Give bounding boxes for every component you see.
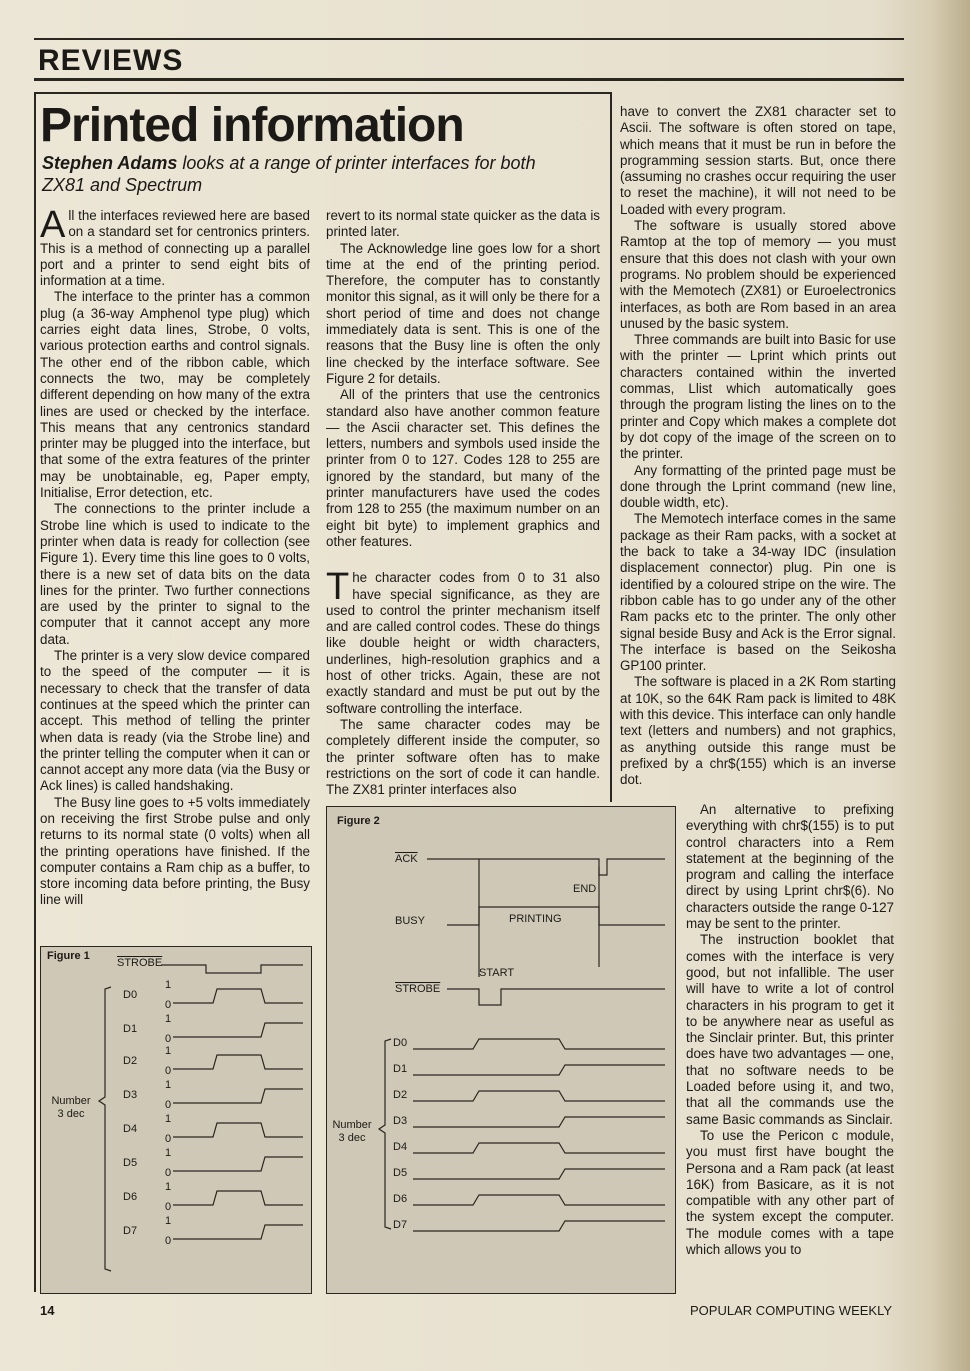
- figure-2-title: Figure 2: [337, 815, 380, 827]
- strobe-waveform: [161, 965, 303, 973]
- standfirst: [42, 152, 562, 196]
- data-waveform-d3: [173, 1089, 303, 1103]
- start-label: START: [479, 967, 515, 979]
- paragraph: revert to its normal state quicker as the data is printed later.: [326, 208, 600, 240]
- data-waveform-d7: [173, 1225, 303, 1239]
- section-heading: REVIEWS: [38, 44, 184, 77]
- busy-label: BUSY: [395, 915, 425, 927]
- logic-zero-marker: 0: [165, 1033, 172, 1045]
- data-waveform-d6: [413, 1195, 665, 1205]
- logic-one-marker: 1: [165, 1147, 172, 1159]
- busy-waveform: [447, 907, 665, 925]
- paragraph: The software is usually stored above Ramtop at the top of memory — you must ensure that this does not clash with your own programs. No problem should be experienced with the Memotech (ZX81) or Euroelectronics interfaces, as both are Rom based in an area unused by the basic system.: [620, 218, 896, 331]
- logic-one-marker: 1: [165, 979, 172, 991]
- article-frame-left: [34, 92, 36, 1292]
- data-waveform-d5: [413, 1169, 665, 1179]
- logic-one-marker: 1: [165, 1013, 172, 1025]
- logic-zero-marker: 0: [165, 1099, 172, 1111]
- paragraph: The software is placed in a 2K Rom starting at 10K, so the 64K Ram pack is limited to 48K with this device. This interface can only handle text (letters and numbers) and not graphics, as anything outside this range must be prefixed by a chr$(155) which is an inverse dot.: [620, 674, 896, 788]
- strobe-waveform: [447, 989, 665, 1005]
- column-1: [40, 204, 310, 909]
- column-2: [326, 208, 600, 798]
- section-rule: [34, 78, 904, 81]
- paragraph: have to convert the ZX81 character set to Ascii. The software is often stored on tape, which means that it must be run in before the programming session starts. But, once there (assuming no crashes occur requiring the user to reset the machine), it will not need to be Loaded with every program.: [620, 104, 896, 217]
- drop-cap: A: [40, 204, 66, 246]
- end-label: END: [573, 883, 597, 895]
- printing-label: PRINTING: [509, 913, 562, 925]
- logic-one-marker: 1: [165, 1113, 172, 1125]
- ack-waveform: [427, 859, 665, 875]
- number-group-label: Number 3 dec: [51, 1095, 91, 1120]
- logic-zero-marker: 0: [165, 1065, 172, 1077]
- paragraph: The printer is a very slow device compared to the speed of the computer — it is necessary to check that the transfer of data continues at the speed which the printer can accept. This method of telling the printer when data is ready (via the Strobe line) and the printer telling the computer when it can or cannot accept any more data (via the Busy or Ack lines) is called handshaking.: [40, 648, 310, 794]
- data-waveform-d3: [413, 1117, 665, 1127]
- column-3-narrow: [686, 802, 894, 1258]
- paragraph: To use the Pericon c module, you must first have bought the Persona and a Ram pack (at least 16K) from Basicare, as it is not compatible with any other part of the system except the computer. The module comes with a tape which allows you to: [686, 1127, 894, 1258]
- author: Stephen Adams: [42, 153, 178, 173]
- top-rule: [34, 38, 904, 40]
- logic-zero-marker: 0: [165, 999, 172, 1011]
- headline: Printed information: [40, 99, 464, 152]
- data-waveform-d4: [413, 1143, 665, 1153]
- data-line-label-d2: D2: [393, 1089, 408, 1101]
- data-line-label-d3: D3: [123, 1089, 138, 1101]
- standfirst-text: looks at a range of printer interfaces for both ZX81 and Spectrum: [42, 153, 536, 195]
- logic-zero-marker: 0: [165, 1133, 172, 1145]
- number-group-brace: [99, 987, 111, 1271]
- data-line-label-d0: D0: [393, 1037, 408, 1049]
- data-line-label-d6: D6: [393, 1193, 408, 1205]
- number-group-brace: [379, 1039, 391, 1229]
- logic-one-marker: 1: [165, 1045, 172, 1057]
- paragraph: Any formatting of the printed page must be done through the Lprint command (new line, double width, etc).: [620, 462, 896, 511]
- data-waveform-d1: [173, 1023, 303, 1037]
- ack-label: $\overline{ACK}$: [395, 853, 418, 865]
- data-waveform-d2: [173, 1055, 303, 1069]
- figure-1-title: Figure 1: [47, 950, 90, 962]
- data-waveform-d6: [173, 1191, 303, 1205]
- data-waveform-d1: [413, 1065, 665, 1075]
- data-line-label-d1: D1: [123, 1023, 138, 1035]
- data-waveform-d2: [413, 1091, 665, 1101]
- drop-cap: T: [326, 566, 350, 609]
- data-waveform-d4: [173, 1123, 303, 1137]
- paragraph: The same character codes may be completely different inside the computer, so the printer software often has to make restrictions on the sort of code it can handle. The ZX81 printer interfaces also: [326, 716, 600, 798]
- logic-zero-marker: 0: [165, 1235, 172, 1247]
- paragraph: All the interfaces reviewed here are based on a standard set for centronics printers. This is a method of connecting up a parallel port and a printer to send eight bits of information at a time.: [40, 204, 310, 289]
- logic-zero-marker: 0: [165, 1167, 172, 1179]
- data-line-label-d3: D3: [393, 1115, 408, 1127]
- figure-2-timing-diagram: [327, 807, 675, 1293]
- number-group-label: Number 3 dec: [332, 1119, 372, 1144]
- paragraph: All of the printers that use the centronics standard also have another common feature — the Ascii character set. This defines the letters, numbers and symbols used inside the printer from 0 to 127. Codes 128 to 255 are ignored by the standard, but many of the printer manufacturers have used the codes from 128 to 255 (the maximum number on an eight bit byte) to implement graphics and other features.: [326, 387, 600, 549]
- article-frame-top: [34, 92, 612, 94]
- data-line-label-d4: D4: [123, 1123, 138, 1135]
- figure-1-timing-diagram: [41, 947, 311, 1293]
- strobe-label: STROBE: [395, 983, 441, 995]
- page-number: 14: [40, 1303, 55, 1318]
- logic-zero-marker: 0: [165, 1201, 172, 1213]
- figure-2: [326, 806, 676, 1294]
- data-line-label-d2: D2: [123, 1055, 138, 1067]
- magazine-name: POPULAR COMPUTING WEEKLY: [690, 1303, 893, 1318]
- paragraph: Three commands are built into Basic for use with the printer — Lprint which prints out characters contained within the inverted commas, Llist which automatically goes through the program listing the lines on to the printer and Copy which makes a complete dot by dot copy of the image of the screen on to the printer.: [620, 332, 896, 462]
- paragraph: The Busy line goes to +5 volts immediately on receiving the first Strobe pulse and only returns to its normal state (0 volts) when all the printing operations have finished. If the computer contains a Ram chip as a buffer, to store incoming data before printing, the Busy line will: [40, 794, 310, 908]
- data-line-label-d7: D7: [393, 1219, 408, 1231]
- data-waveform-d0: [173, 989, 303, 1003]
- paragraph: The character codes from 0 to 31 also have special significance, as they are used to control the printer mechanism itself and are called control codes. These do things like double height or width characters, underlines, high-resolution graphics and a host of other tricks. Again, these are not exactly standard and must be put out by the software controlling the interface.: [326, 566, 600, 716]
- data-line-label-d5: D5: [123, 1157, 138, 1169]
- paragraph: The interface to the printer has a common plug (a 36-way Amphenol type plug) which carries eight data lines, Strobe, 0 volts, various protection earths and control signals. The other end of the ribbon cable, which connects the two, may be completely different depending on how many of the extra lines are used or checked by the interface. This means that any centronics standard printer may be plugged into the interface, but that some of the extra features of the printer may be unobtainable, eg, Paper empty, Initialise, Error detection, etc.: [40, 289, 310, 501]
- paragraph: The instruction booklet that comes with the interface is very good, but not infallible. The user will have to write a lot of control characters in his program to get it to be anywhere near as useful as the Sinclair printer. But, this printer does have two advantages — one, that no software needs to be Loaded before using it, and two, that all the commands use the same Basic commands as Sinclair.: [686, 932, 894, 1127]
- data-line-label-d1: D1: [393, 1063, 408, 1075]
- data-line-label-d5: D5: [393, 1167, 408, 1179]
- data-line-label-d0: D0: [123, 989, 138, 1001]
- article-frame-right: [610, 92, 612, 802]
- data-line-label-d7: D7: [123, 1225, 138, 1237]
- data-line-label-d6: D6: [123, 1191, 138, 1203]
- logic-one-marker: 1: [165, 1079, 172, 1091]
- logic-one-marker: 1: [165, 1181, 172, 1193]
- figure-1: [40, 946, 312, 1294]
- strobe-label: STROBE: [117, 957, 163, 969]
- paragraph: The connections to the printer include a Strobe line which is used to indicate to the printer when data is ready for collection (see Figure 1). Every time this line goes to 0 volts, there is a new set of data bits on the data lines for the printer. Two further connections are used by the printer to signal to the computer that it cannot accept any more data.: [40, 501, 310, 647]
- data-waveform-d5: [173, 1157, 303, 1171]
- paragraph: The Memotech interface comes in the same package as their Ram packs, with a socket at the back to take a 34-way IDC (insulation displacement connector) plug. Pin one is identified by a coloured stripe on the wire. The ribbon cable has to go under any of the other Ram packs etc to the printer. The only other signal beside Busy and Ack is the Error signal. The interface is based on the Seikosha GP100 printer.: [620, 511, 896, 674]
- data-line-label-d4: D4: [393, 1141, 408, 1153]
- paragraph: An alternative to prefixing everything with chr$(155) is to put control characters into a Rem statement at the beginning of the program and calling the interface direct by using Lprint chr$(6). No characters outside the range 0-127 may be sent to the printer.: [686, 802, 894, 932]
- column-3: [620, 104, 896, 788]
- data-waveform-d0: [413, 1039, 665, 1049]
- logic-one-marker: 1: [165, 1215, 172, 1227]
- data-waveform-d7: [413, 1221, 665, 1231]
- paragraph: The Acknowledge line goes low for a short time at the end of the printing period. Therefore, the computer has to constantly monitor this signal, as it will only be there for a short period of time and does not change immediately data is sent. This is one of the reasons that the Busy line is often the only line checked by the interface software. See Figure 2 for details.: [326, 240, 600, 386]
